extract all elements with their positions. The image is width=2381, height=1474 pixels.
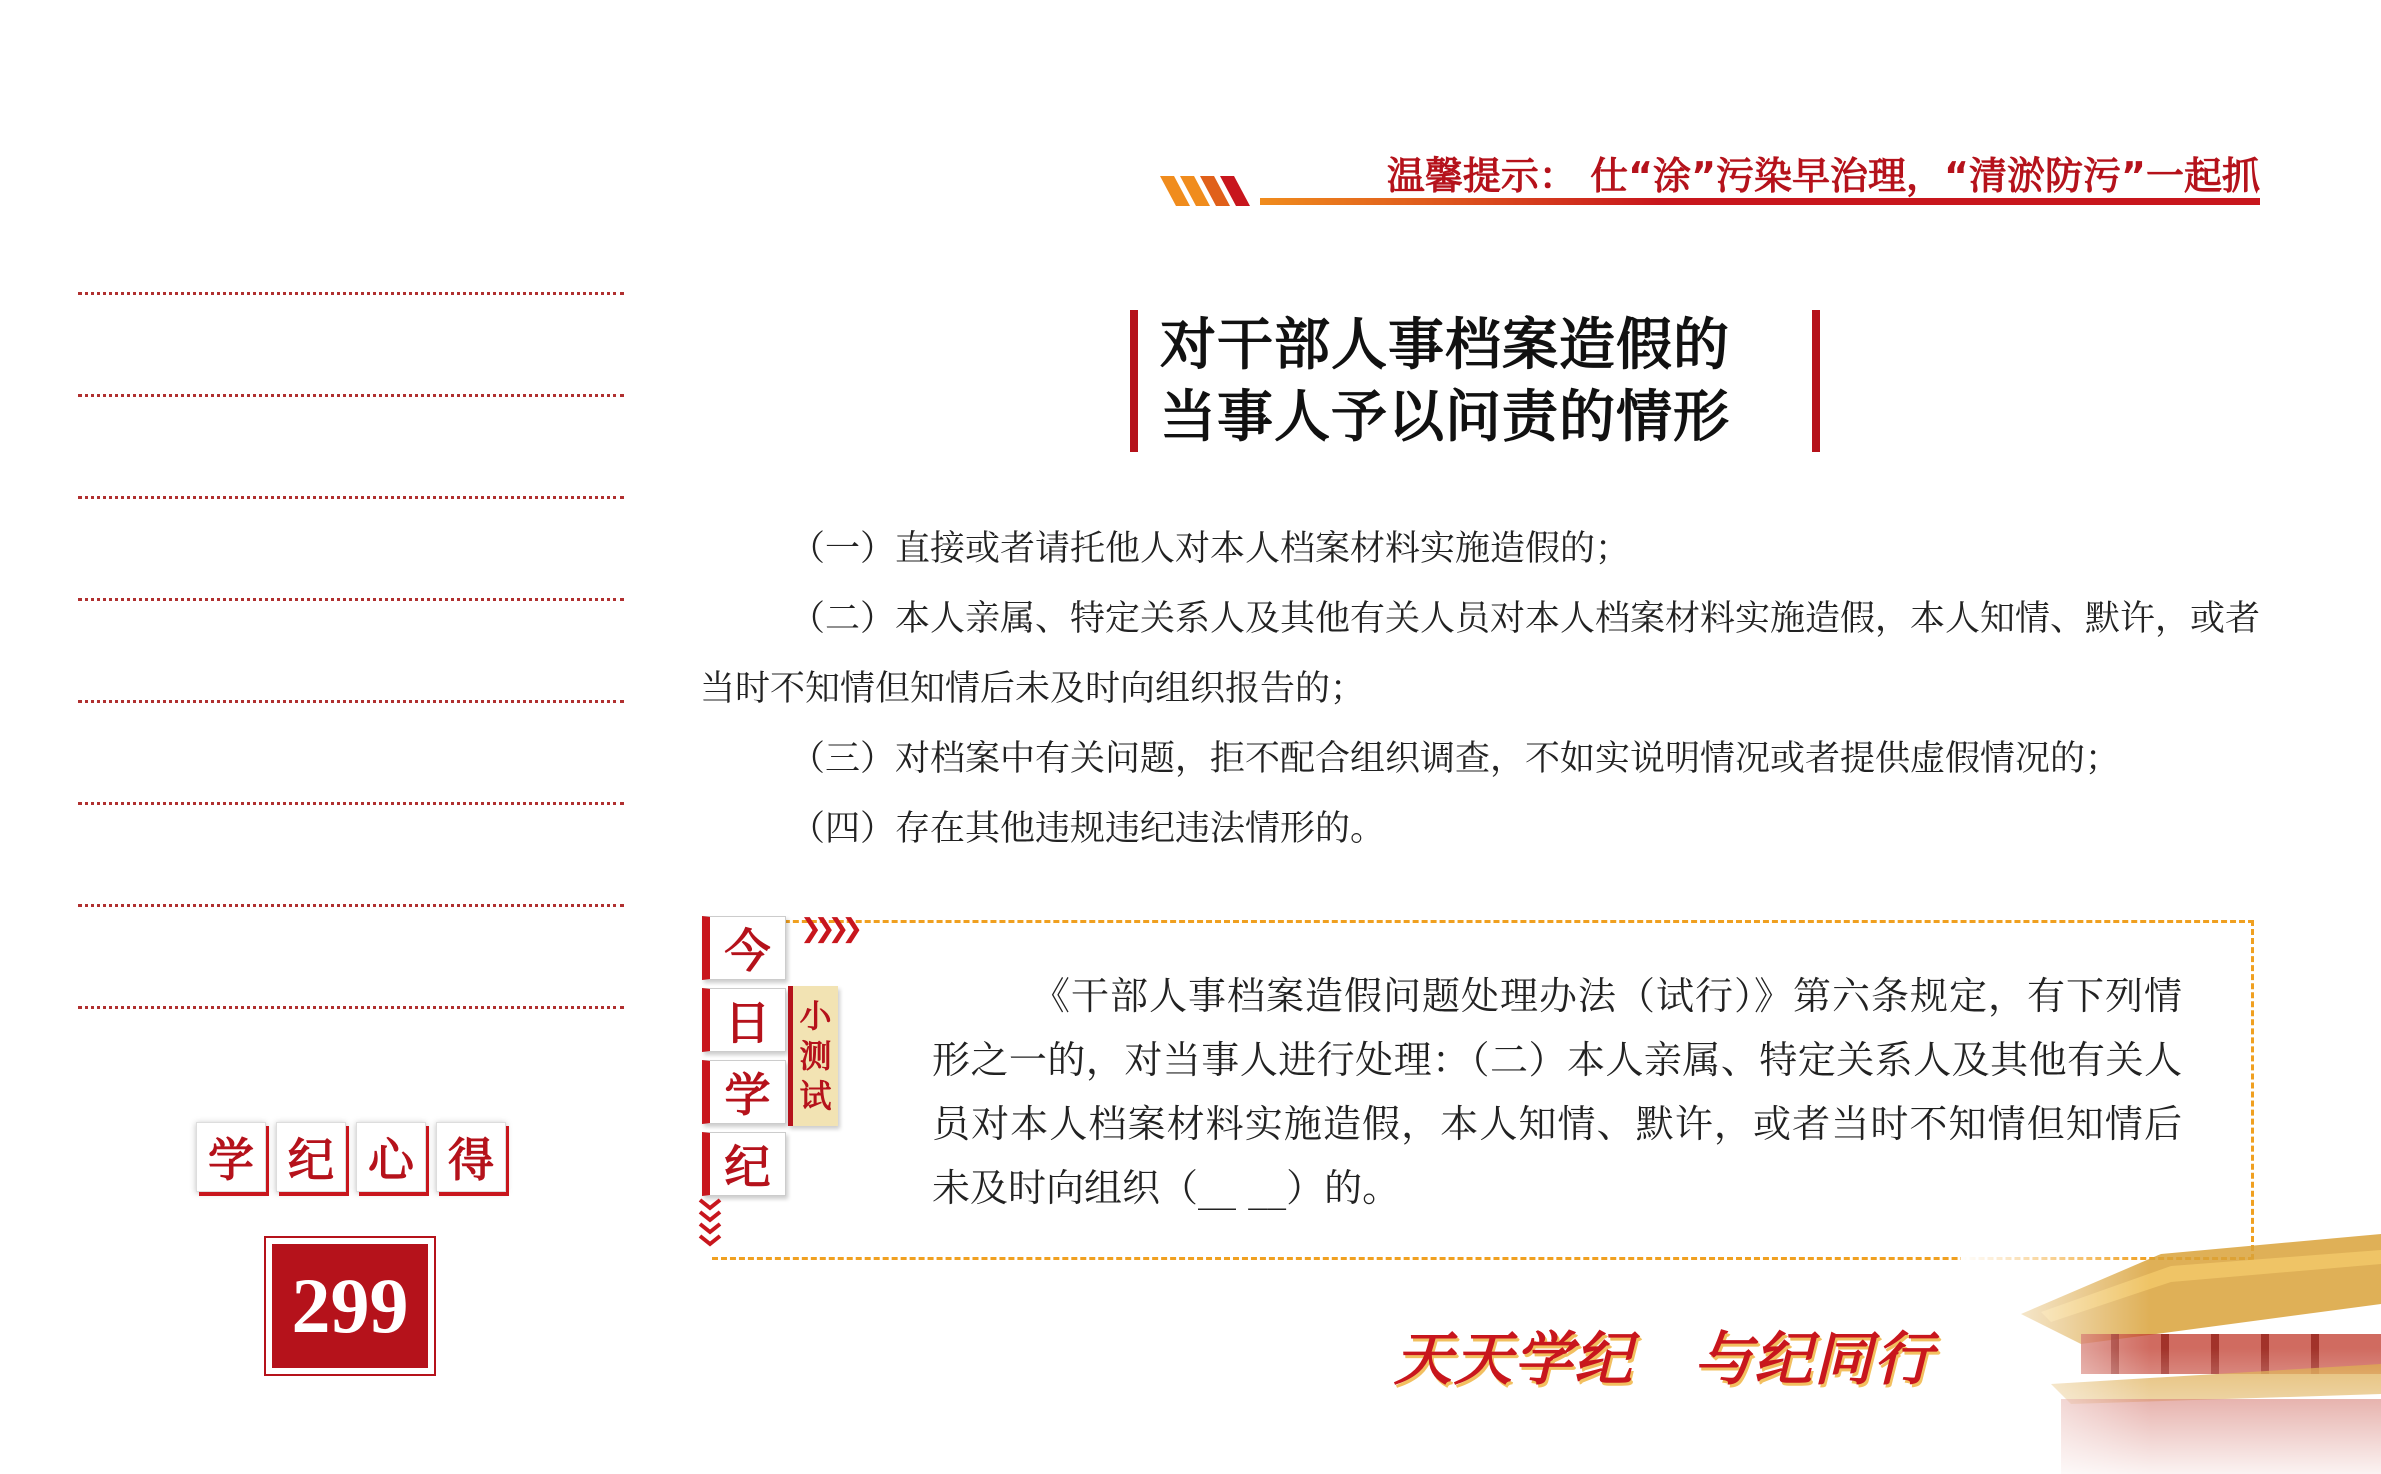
quiz-question [932,964,2182,1220]
small-test-char: 测 [799,1037,832,1075]
tile-char: 学 [702,1060,786,1124]
study-notes-stamps [196,1122,506,1192]
note-line [78,700,624,703]
stamp-char: 学 [196,1122,266,1192]
title-line-2: 当事人予以问责的情形 [1160,385,1730,450]
article-item: （四）存在其他违规违纪违法情形的。 [790,809,1386,849]
tip-banner [1160,120,2260,210]
note-line [78,394,624,397]
note-line [78,598,624,601]
daily-discipline-tiles [702,916,786,1204]
tip-underline [1260,198,2260,205]
article-item: （二）本人亲属、特定关系人及其他有关人员对本人档案材料实施造假，本人知情、默许，或者当时不知情但知情后未及时向组织报告的； [700,599,2261,709]
tip-content: 仕“涂”污染早治理，“清淤防污”一起抓 [1590,154,2260,198]
article-item: （一）直接或者请托他人对本人档案材料实施造假的； [790,529,1631,569]
tile-char: 今 [702,916,786,980]
tile-char: 纪 [702,1132,786,1196]
small-test-char: 试 [799,1077,832,1115]
tiananmen-illustration [1961,1194,2381,1474]
title-text [1160,310,1730,454]
stamp-char: 得 [436,1122,506,1192]
small-test-char: 小 [799,997,832,1035]
tip-label: 温馨提示： [1386,154,1577,198]
arrows-down-icon [696,1196,724,1252]
arrows-right-icon: ❯❯❯❯ [800,914,856,944]
tile-char: 日 [702,988,786,1052]
stripes-decoration [1160,176,1270,206]
note-line [78,496,624,499]
note-line [78,904,624,907]
article-item: （三）对档案中有关问题，拒不配合组织调查，不如实说明情况或者提供虚假情况的； [790,739,2121,779]
page-number-box [264,1236,436,1376]
note-line [78,802,624,805]
quiz-question-text: 《干部人事档案造假问题处理办法（试行）》第六条规定，有下列情形之一的，对当事人进行处理：（二）本人亲属、特定关系人及其他有关人员对本人档案材料实施造假，本人知情、默许，或者当时不知情但知情后未及时向组织（__ __）的。 [932,974,2182,1210]
page-number: 299 [272,1244,428,1368]
stamp-char: 心 [356,1122,426,1192]
note-line [78,292,624,295]
note-line [78,1006,624,1009]
stamp-char: 纪 [276,1122,346,1192]
slogan: 天天学纪 与纪同行 [1394,1325,1935,1393]
small-test-label [788,986,838,1126]
notes-lines [78,292,624,1108]
tip-text [1387,145,2260,200]
title-line-1: 对干部人事档案造假的 [1160,313,1730,378]
article-title [1130,310,1820,452]
article-body [700,514,2260,864]
